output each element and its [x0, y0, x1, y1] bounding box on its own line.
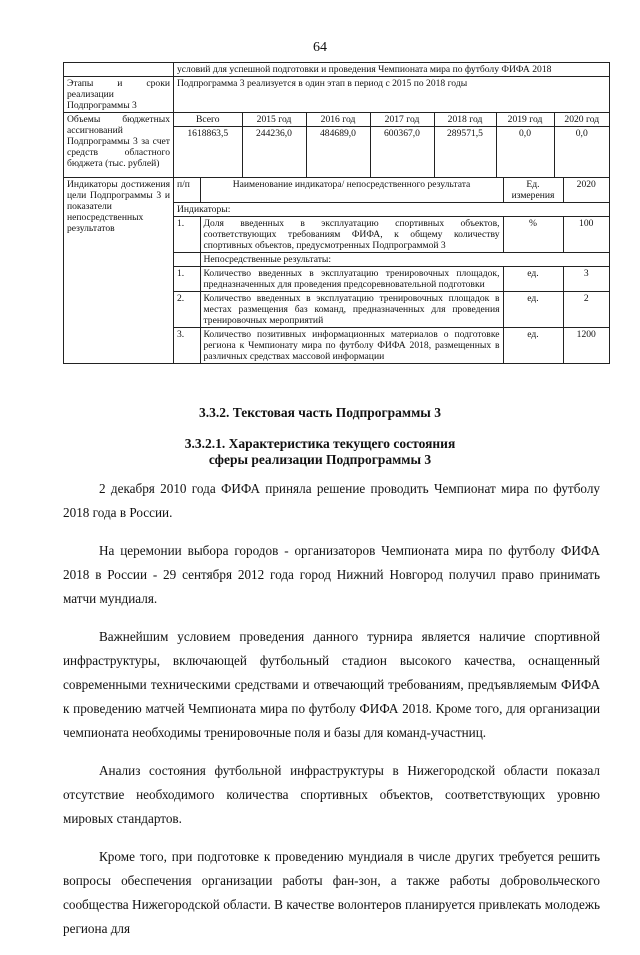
result-unit: ед.: [503, 327, 563, 363]
result-num: 3.: [174, 327, 200, 363]
results-title-row: [174, 252, 609, 266]
result-value: 2: [563, 291, 609, 327]
subsection-title: [0, 436, 640, 468]
budget-row: [64, 113, 610, 178]
indicators-header-num: п/п: [174, 178, 200, 203]
subsection-title-line2: сферы реализации Подпрограммы 3: [208, 452, 432, 467]
indicators-header-year: 2020: [563, 178, 609, 203]
budget-value-total: 1618863,5: [174, 127, 242, 177]
stages-value: Подпрограмма 3 реализуется в один этап в период с 2015 по 2018 годы: [174, 77, 610, 113]
budget-value-2019: 0,0: [496, 127, 554, 177]
page-number: 64: [313, 40, 327, 55]
budget-values-row: [174, 127, 609, 177]
result-unit: ед.: [503, 266, 563, 291]
result-row: [174, 327, 609, 363]
budget-value-2020: 0,0: [554, 127, 609, 177]
indicators-header-unit: Ед. измерения: [503, 178, 563, 203]
result-row: [174, 266, 609, 291]
indicators-row: [64, 177, 610, 363]
budget-value-2018: 289571,5: [434, 127, 496, 177]
result-value: 3: [563, 266, 609, 291]
stages-label: Этапы и сроки реализации Подпрограммы 3: [64, 77, 174, 113]
budget-value-2015: 244236,0: [242, 127, 306, 177]
indicator-value: 100: [563, 216, 609, 252]
section-title: 3.3.2. Текстовая часть Подпрограммы 3: [199, 405, 441, 420]
continuation-empty-cell: [64, 63, 174, 77]
indicators-title-row: [174, 202, 609, 216]
budget-header-2016: 2016 год: [306, 113, 370, 127]
result-value: 1200: [563, 327, 609, 363]
stages-row: [64, 77, 610, 113]
result-name: Количество введенных в эксплуатацию тренировочных площадок в местах размещения баз команд, предназначенных для проведения тренировочных мероприятий: [200, 291, 503, 327]
result-unit: ед.: [503, 291, 563, 327]
budget-label: Объемы бюджетных ассигнований Подпрограммы 3 за счет средств областного бюджета (тыс. рублей): [64, 113, 174, 178]
budget-header-total: Всего: [174, 113, 242, 127]
result-num: 2.: [174, 291, 200, 327]
indicator-unit: %: [503, 216, 563, 252]
continuation-text: условий для успешной подготовки и проведения Чемпионата мира по футболу ФИФА 2018: [174, 63, 610, 77]
indicator-row: [174, 216, 609, 252]
budget-value-2017: 600367,0: [370, 127, 434, 177]
budget-header-2020: 2020 год: [554, 113, 609, 127]
result-name: Количество позитивных информационных материалов о подготовке региона к Чемпионату мира по футболу ФИФА 2018, размещенных в различных средствах массовой информации: [200, 327, 503, 363]
paragraph: 2 декабря 2010 года ФИФА приняла решение проводить Чемпионат мира по футболу 2018 года в России.: [63, 481, 600, 520]
indicators-label: Индикаторы достижения цели Подпрограммы 3 и показатели непосредственных результатов: [64, 177, 174, 363]
indicators-subtable: [174, 178, 609, 363]
paragraph: Важнейшим условием проведения данного турнира является наличие спортивной инфраструктуры, включающей футбольный стадион высокого качества, оснащенный современными техническими средствами и отвечающий требованиям, предъявляемым ФИФА к проведению матчей Чемпионата мира по футболу ФИФА 2018. Кроме того, для организации чемпионата необходимы тренировочные поля и базы для команд-участниц.: [63, 629, 600, 740]
paragraph: Кроме того, при подготовке к проведению мундиаля в числе других требуется решить вопросы обеспечения организации работы фан-зон, а также работы добровольческого сообщества Нижегородской области. В качестве волонтеров планируется привлекать молодежь региона для: [63, 849, 600, 936]
budget-header-2019: 2019 год: [496, 113, 554, 127]
result-row: [174, 291, 609, 327]
results-title: Непосредственные результаты:: [200, 252, 609, 266]
paragraph: Анализ состояния футбольной инфраструктуры в Нижегородской области показал отсутствие необходимого количества спортивных объектов, соответствующих уровню мировых стандартов.: [63, 763, 600, 826]
budget-header-row: [174, 113, 609, 127]
budget-header-2017: 2017 год: [370, 113, 434, 127]
results-title-empty-cell: [174, 252, 200, 266]
indicators-header-name: Наименование индикатора/ непосредственного результата: [200, 178, 503, 203]
indicator-name: Доля введенных в эксплуатацию спортивных объектов, соответствующих требованиям ФИФА, к общему количеству спортивных объектов, предусмотренных Подпрограммой 3: [200, 216, 503, 252]
continuation-row: [64, 63, 610, 77]
result-num: 1.: [174, 266, 200, 291]
indicator-num: 1.: [174, 216, 200, 252]
budget-header-2015: 2015 год: [242, 113, 306, 127]
indicators-header-row: [174, 178, 609, 203]
budget-header-2018: 2018 год: [434, 113, 496, 127]
body-text: [63, 477, 600, 955]
subsection-title-line1: 3.3.2.1. Характеристика текущего состояния: [184, 436, 456, 451]
indicators-title: Индикаторы:: [174, 202, 609, 216]
subprogram-passport-table: [63, 62, 610, 364]
budget-subtable: [174, 113, 609, 177]
result-name: Количество введенных в эксплуатацию тренировочных площадок, предназначенных для проведения предсоревновательной подготовки: [200, 266, 503, 291]
paragraph: На церемонии выбора городов - организаторов Чемпионата мира по футболу ФИФА 2018 в России - 29 сентября 2012 года город Нижний Новгород получил право принимать матчи мундиаля.: [63, 543, 600, 606]
budget-value-2016: 484689,0: [306, 127, 370, 177]
